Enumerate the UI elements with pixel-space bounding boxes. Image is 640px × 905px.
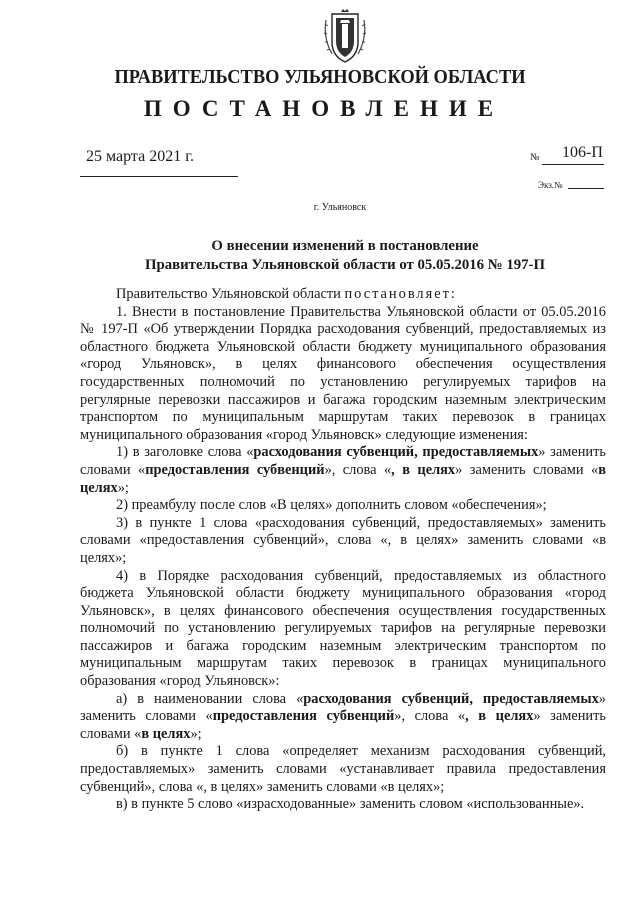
- bold-part: в целях: [80, 461, 606, 496]
- paragraph-item-1: [80, 444, 606, 497]
- paragraph-item-3: 3) в пункте 1 слова «расходования субвенций, предоставляемых» заменить словами «предоставления субвенций», слова «, в целях» заменить словами «в целях»;: [80, 514, 606, 566]
- bold-part: , в целях: [391, 461, 456, 478]
- document-type-title: ПОСТАНОВЛЕНИЕ: [143, 96, 505, 121]
- text-part: » заменить словами «: [455, 461, 599, 478]
- government-title: ПРАВИТЕЛЬСТВО УЛЬЯНОВСКОЙ ОБЛАСТИ: [114, 66, 526, 88]
- paragraph-item-2: 2) преамбулу после слов «В целях» дополнить словом «обеспечения»;: [116, 497, 547, 514]
- text-part: 1) в заголовке слова «: [116, 444, 254, 461]
- text-part: », слова «: [324, 461, 392, 478]
- text-part: » заменить словами «: [80, 444, 606, 478]
- intro-text: Правительство Ульяновской области: [116, 286, 345, 302]
- intro-paragraph: [80, 286, 606, 304]
- intro-keyword: постановляет: [344, 286, 451, 302]
- bold-part: предоставления субвенций: [145, 461, 325, 478]
- bold-part: расходования субвенций, предоставляемых: [253, 444, 539, 461]
- number-sign: №: [530, 152, 540, 163]
- text-part: » заменить словами «: [80, 708, 606, 742]
- date-underline: [80, 176, 238, 177]
- bold-part: в целях: [141, 725, 191, 742]
- resolution-body: [80, 286, 606, 814]
- heading-line-2: Правительства Ульяновской области от 05.05.2016 № 197-П: [145, 257, 545, 273]
- coat-of-arms-emblem: [322, 8, 368, 64]
- text-part: »;: [190, 725, 202, 742]
- text-part: » заменить словами «: [80, 690, 606, 725]
- bold-part: расходования субвенций, предоставляемых: [303, 690, 599, 707]
- paragraph-subitem-b: б) в пункте 1 слова «определяет механизм расходования субвенций, предоставляемых» заменить словами «устанавливает правила предоставления субвенций», слова «, в целях» заменить словами «в целях»;: [80, 743, 606, 795]
- heading-line-1: О внесении изменений в постановление: [211, 238, 479, 254]
- text-part: а) в наименовании слова «: [116, 690, 304, 707]
- paragraph-1: 1. Внести в постановление Правительства Ульяновской области от 05.05.2016 № 197-П «Об утверждении Порядка расходования субвенций, предоставляемых из областного бюджета Ульяновской области бюджету муниципального образования «город Ульяновск», в целях финансового обеспечения осуществления государственных полномочий по установлению регулируемых тарифов на регулярные перевозки пассажиров и багажа городским наземным электрическим транспортом по муниципальным маршрутам таких перевозок в границах муниципального образования «город Ульяновск» следующие изменения:: [80, 303, 606, 443]
- city-name: г. Ульяновск: [313, 202, 367, 213]
- text-part: », слова «: [394, 708, 466, 725]
- copy-number-label: Экз.№: [538, 180, 563, 190]
- paragraph-item-4: 4) в Порядке расходования субвенций, предоставляемых из областного бюджета Ульяновской области бюджету муниципального образования «город Ульяновск», в целях финансового обеспечения осуществления государственных полномочий по установлению регулируемых тарифов на регулярные перевозки пассажиров и багажа городским наземным электрическим транспортом по муниципальным маршрутам таких перевозок в границах муниципального образования «город Ульяновск»:: [80, 567, 606, 690]
- bold-part: предоставления субвенций: [212, 708, 395, 725]
- paragraph-subitem-a: [80, 691, 606, 744]
- text-part: »;: [117, 479, 129, 496]
- document-number: 106-П: [562, 144, 603, 161]
- document-date: 25 марта 2021 г.: [86, 148, 194, 165]
- resolution-heading: [80, 237, 610, 275]
- number-underline: [542, 164, 604, 165]
- copy-number-underline: [568, 188, 604, 189]
- intro-colon: :: [450, 286, 455, 302]
- paragraph-subitem-c: в) в пункте 5 слово «израсходованные» заменить словом «использованные».: [116, 796, 585, 813]
- bold-part: , в целях: [465, 708, 534, 725]
